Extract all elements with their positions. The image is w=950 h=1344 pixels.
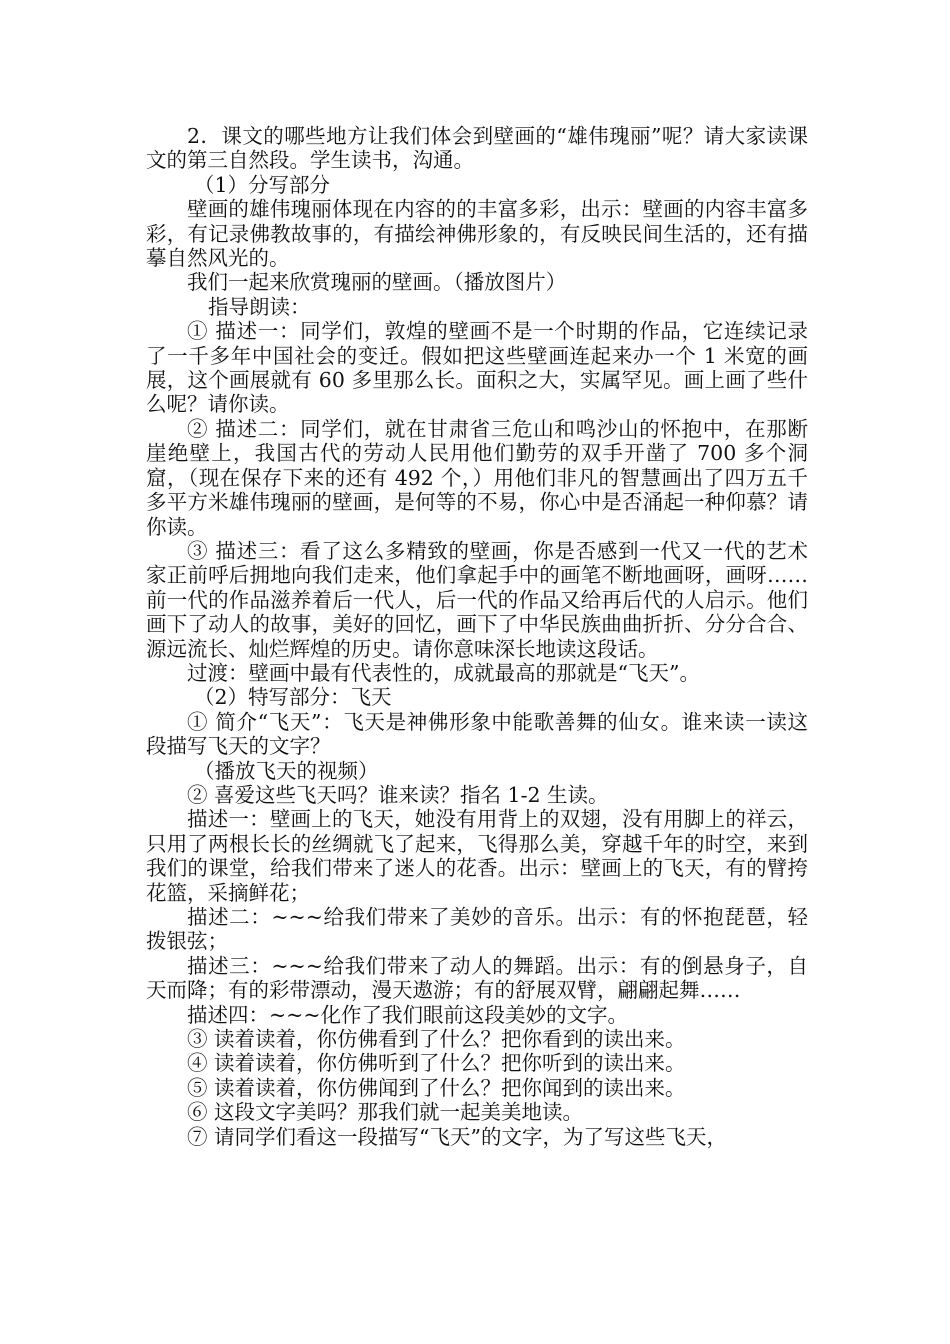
- paragraph-read-smell: ⑤ 读着读着，你仿佛闻到了什么？把你闻到的读出来。: [187, 1075, 686, 1100]
- paragraph-question-2: 2．课文的哪些地方让我们体会到壁画的“雄伟瑰丽”呢？请大家读课文的第三自然段。学生读书，沟通。: [146, 124, 808, 173]
- paragraph-read-see: ③ 读着读着，你仿佛看到了什么？把你看到的读出来。: [187, 1027, 686, 1052]
- paragraph-transition: 过渡：壁画中最有代表性的，成就最高的那就是“飞天”。: [187, 660, 700, 685]
- paragraph-play-video: （播放飞天的视频）: [194, 758, 379, 783]
- paragraph-reading-guide: 指导朗读：: [208, 294, 311, 319]
- paragraph-mural-content: 壁画的雄伟瑰丽体现在内容的的丰富多彩，出示：壁画的内容丰富多彩，有记录佛教故事的，有描绘神佛形象的，有反映民间生活的，还有描摹自然风光的。: [146, 197, 808, 271]
- paragraph-read-together: ⑥ 这段文字美吗？那我们就一起美美地读。: [187, 1100, 584, 1125]
- paragraph-feitian-description-2: 描述二：~~~给我们带来了美妙的音乐。出示：有的怀抱琵琶，轻拨银弦；: [146, 905, 808, 954]
- paragraph-feitian-intro: ① 简介“飞天”：飞天是神佛形象中能歌善舞的仙女。谁来读一读这段描写飞天的文字？: [146, 709, 808, 759]
- document-body: [146, 124, 808, 1149]
- paragraph-description-1: ① 描述一：同学们，敦煌的壁画不是一个时期的作品，它连续记录了一千多年中国社会的变迁。假如把这些壁画连起来办一个 1 米宽的画展，这个画展就有 60 多里那么长。面积之大，实属罕见。画上画了些什么呢？请你读。: [146, 319, 808, 417]
- paragraph-feitian-description-4: 描述四：~~~化作了我们眼前这段美妙的文字。: [187, 1002, 629, 1027]
- heading-section-2: （2）特写部分：飞天: [194, 685, 392, 710]
- paragraph-description-2: ② 描述二：同学们，就在甘肃省三危山和鸣沙山的怀抱中，在那断崖绝壁上，我国古代的劳动人民用他们勤劳的双手开凿了 700 多个洞窟，（现在保存下来的还有 492 个，）用他们非凡的智慧画出了四万五千多平方米雄伟瑰丽的壁画，是何等的不易，你心中是否涌起一种仰慕？请你读。: [146, 416, 808, 539]
- paragraph-feitian-reading: ② 喜爱这些飞天吗？谁来读？指名 1-2 生读。: [187, 782, 609, 807]
- paragraph-description-3: ③ 描述三：看了这么多精致的壁画，你是否感到一代又一代的艺术家正前呼后拥地向我们走来，他们拿起手中的画笔不断地画呀，画呀……前一代的作品滋养着后一代人，后一代的作品又给再后代的人启示。他们画下了动人的故事，美好的回忆，画下了中华民族曲曲折折、分分合合、源远流长、灿烂辉煌的历史。请你意味深长地读这段话。: [146, 538, 808, 661]
- paragraph-look-text: ⑦ 请同学们看这一段描写“飞天”的文字，为了写这些飞天，: [187, 1124, 727, 1149]
- paragraph-feitian-description-3: 描述三：~~~给我们带来了动人的舞蹈。出示：有的倒悬身子，自天而降；有的彩带漂动，漫天遨游；有的舒展双臂，翩翩起舞……: [146, 953, 808, 1003]
- paragraph-appreciate-murals: 我们一起来欣赏瑰丽的壁画。（播放图片）: [187, 270, 567, 295]
- heading-section-1: （1）分写部分: [194, 172, 331, 197]
- paragraph-feitian-description-1: 描述一：壁画上的飞天，她没有用背上的双翅，没有用脚上的祥云，只用了两根长长的丝绸就飞了起来，飞得那么美，穿越千年的时空，来到我们的课堂，给我们带来了迷人的花香。出示：壁画上的飞天，有的臂挎花篮，采摘鲜花；: [146, 807, 808, 905]
- paragraph-read-hear: ④ 读着读着，你仿佛听到了什么？把你听到的读出来。: [187, 1051, 686, 1076]
